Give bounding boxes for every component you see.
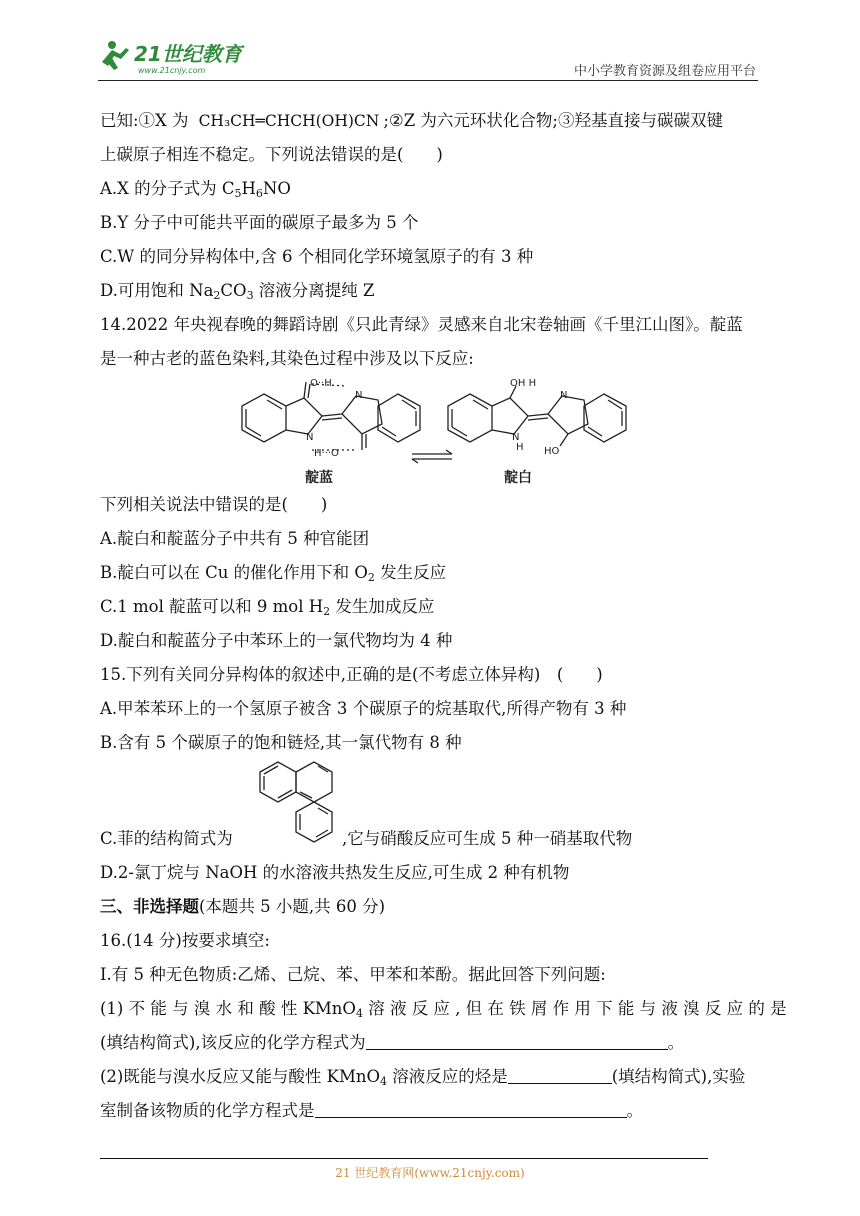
q16-q2-line2: 室制备该物质的化学方程式是 。 (100, 1101, 643, 1120)
q14-stem-line1: 14.2022 年央视春晚的舞蹈诗剧《只此青绿》灵感来自北宋卷轴画《千里江山图》。靛蓝 (100, 315, 743, 334)
page-header (98, 36, 758, 81)
q15-option-d: D.2-氯丁烷与 NaOH 的水溶液共热发生反应,可生成 2 种有机物 (100, 863, 570, 882)
q16-q2-hydrocarbon-blank[interactable] (508, 1065, 612, 1084)
leuco-n-top: N (560, 390, 568, 401)
q15-option-a: A.甲苯苯环上的一个氢原子被含 3 个碳原子的烷基取代,所得产物有 3 种 (100, 699, 627, 718)
q16-stem: 16.(14 分)按要求填空: (100, 931, 270, 950)
q13-option-b: B.Y 分子中可能共平面的碳原子最多为 5 个 (100, 213, 419, 232)
document-body (100, 104, 787, 1128)
indigo-ho-label: H···O (314, 448, 339, 459)
platform-name: 中小学教育资源及组卷应用平台 (573, 64, 756, 79)
phenanthrene-structure (240, 760, 340, 856)
q14-option-c: C.1 mol 靛蓝可以和 9 mol $H_2$ 发生加成反应 (100, 597, 435, 618)
q14-stem-line2: 是一种古老的蓝色染料,其染色过程中涉及以下反应: (100, 349, 474, 368)
q13-option-c: C.W 的同分异构体中,含 6 个相同化学环境氢原子的有 3 种 (100, 247, 534, 266)
leuco-oh-top: OH H (510, 378, 537, 389)
q14-question: 下列相关说法中错误的是( ) (100, 495, 328, 514)
leucoindigo-label: 靛白 (504, 470, 532, 486)
q13-option-a: A.X 的分子式为 $C_5H_6NO$ (100, 179, 291, 200)
q13-option-d: D.可用饱和 $Na_2CO_3$ 溶液分离提纯 Z (100, 281, 375, 302)
site-logo (98, 36, 268, 76)
page-footer: 21 世纪教育网(www.21cnjy.com) (335, 1166, 525, 1180)
q16-q1-answer-blank[interactable] (366, 1031, 668, 1050)
x-formula: CH₃CH═CHCH(OH)CN (198, 112, 380, 130)
q16-part1: Ⅰ.有 5 种无色物质:乙烯、己烷、苯、甲苯和苯酚。据此回答下列问题: (100, 965, 606, 984)
q16-q1-line2: (填结构简式),该反应的化学方程式为 。 (100, 1033, 685, 1052)
q14-option-b: B.靛白可以在 Cu 的催化作用下和 $O_2$ 发生反应 (100, 563, 447, 584)
q16-q2-equation-blank[interactable] (315, 1099, 627, 1118)
logo-url: www.21cnjy.com (138, 66, 206, 75)
q15-option-c-pre: C.菲的结构简式为 (100, 829, 233, 848)
q14-option-a: A.靛白和靛蓝分子中共有 5 种官能团 (100, 529, 370, 548)
indigo-n-top: N (355, 390, 363, 401)
indigo-label: 靛蓝 (305, 470, 333, 486)
q16-q2-line1: (2)既能与溴水反应又能与酸性 KMnO$_4$ 溶液反应的烃是 (填结构简式),实验 (100, 1067, 746, 1088)
footer-rule (100, 1158, 708, 1159)
indigo-n-bot: N (306, 432, 314, 443)
q13-known: 已知:①X 为 CH₃CH═CHCH(OH)CN ;②Z 为六元环状化合物;③羟基直接与碳碳双键 (100, 111, 723, 130)
indigo-structures (100, 376, 764, 488)
q14-option-d: D.靛白和靛蓝分子中苯环上的一氯代物均为 4 种 (100, 631, 453, 650)
q16-q1-line1: (1) 不 能 与 溴 水 和 酸 性 KMnO$_4$ 溶 液 反 应 , 但 在 铁 屑 作 用 下 能 与 液 溴 反 应 的 是 (100, 999, 787, 1020)
indigo-oh-label: O··H (310, 378, 332, 389)
q15-stem: 15.下列有关同分异构体的叙述中,正确的是(不考虑立体异构) ( ) (100, 665, 603, 684)
q13-stem: 上碳原子相连不稳定。下列说法错误的是( ) (100, 145, 443, 164)
q15-option-c-post: ,它与硝酸反应可生成 5 种一硝基取代物 (342, 829, 633, 848)
logo-text: 21世纪教育 (134, 42, 242, 66)
section-3-title: 三、非选择题(本题共 5 小题,共 60 分) (100, 897, 386, 916)
leuco-ho: HO (544, 446, 560, 457)
q15-option-c-row (100, 760, 764, 856)
q15-option-b: B.含有 5 个碳原子的饱和链烃,其一氯代物有 8 种 (100, 733, 462, 752)
indigo-reaction-figure (100, 376, 764, 488)
leuco-h-bot: H (516, 442, 524, 453)
leuco-n-bot: N (512, 432, 520, 443)
